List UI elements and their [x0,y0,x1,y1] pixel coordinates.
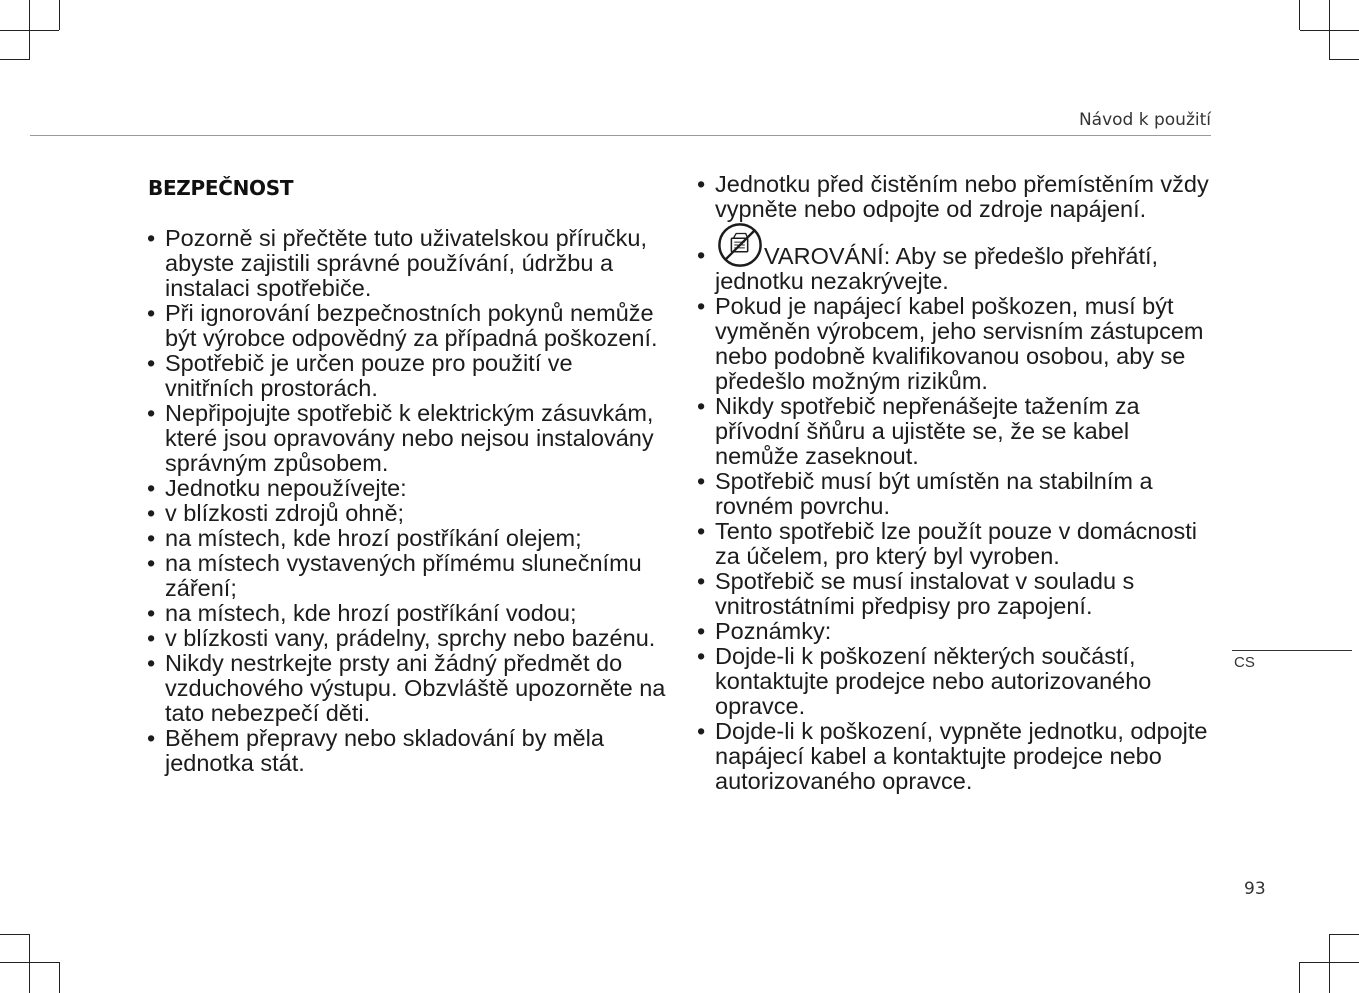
list-item [147,551,667,601]
list-item [147,476,667,501]
crop-mark [1299,962,1300,993]
list-item-text: Tento spotřebič lze použít pouze v domácnosti za účelem, pro který byl vyroben. [715,518,1198,569]
list-item [147,301,667,351]
list-item [697,394,1212,469]
list-item-text: na místech vystavených přímému slunečnímu záření; [165,550,642,601]
list-item-text: Spotřebič se musí instalovat v souladu s vnitrostátními předpisy pro zapojení. [715,568,1135,619]
list-item [697,644,1212,719]
bullet: • [147,225,156,251]
bullet: • [697,518,706,544]
list-item [147,351,667,401]
list-item-text: Poznámky: [715,618,832,644]
list-item [697,172,1212,222]
bullet: • [697,293,706,319]
crop-mark [59,0,60,30]
list-item-text: Dojde-li k poškození některých součástí, kontaktujte prodejce nebo autorizovaného opravce. [715,643,1152,719]
list-item [147,401,667,476]
list-item-text: na místech, kde hrozí postříkání olejem; [165,525,582,551]
list-item [147,651,667,726]
language-label: CS [1234,654,1255,671]
bullet: • [697,568,706,594]
list-item [697,719,1212,794]
bullet: • [147,650,156,676]
list-item [147,501,667,526]
warning-item [697,222,1212,294]
list-item-text: Nepřipojujte spotřebič k elektrickým zásuvkám, které jsou opravovány nebo nejsou instalovány správným způsobem. [165,400,654,476]
language-tab-rule [1232,650,1352,651]
bullet: • [147,300,156,326]
list-item-text: Jednotku před čistěním nebo přemístěním vždy vypněte nebo odpojte od zdroje napájení. [715,171,1209,222]
list-item [147,526,667,551]
bullet: • [697,393,706,419]
list-item [147,601,667,626]
crop-mark [29,0,30,59]
bullet: • [697,242,706,268]
list-item-text: Spotřebič musí být umístěn na stabilním a rovném povrchu. [715,468,1153,519]
list-item [697,569,1212,619]
list-item [697,519,1212,569]
crop-mark [59,962,60,993]
list-item [147,626,667,651]
bullet: • [147,550,156,576]
bullet: • [147,500,156,526]
do-not-cover-icon [717,222,763,268]
crop-mark [1329,934,1359,935]
list-item-text: Jednotku nepoužívejte: [165,475,407,501]
list-item-text: Pokud je napájecí kabel poškozen, musí být vyměněn výrobcem, jeho servisním zástupcem nebo podobně kvalifikovanou osobou, aby se předešlo možným rizikům. [715,293,1204,394]
crop-mark [1299,0,1300,30]
section-heading: BEZPEČNOST [148,176,294,200]
bullet: • [147,525,156,551]
bullet: • [147,625,156,651]
list-item-text: Dojde-li k poškození, vypněte jednotku, odpojte napájecí kabel a kontaktujte prodejce nebo autorizovaného opravce. [715,718,1208,794]
list-item [697,619,1212,644]
bullet: • [147,600,156,626]
crop-mark [1329,59,1359,60]
list-item-text: Pozorně si přečtěte tuto uživatelskou příručku, abyste zajistili správné používání, údržbu a instalaci spotřebiče. [165,225,647,301]
bullet: • [697,468,706,494]
bullet: • [697,618,706,644]
list-item [697,469,1212,519]
page-number: 93 [1244,879,1266,899]
list-item-text: Nikdy spotřebič nepřenášejte tažením za přívodní šňůru a ujistěte se, že se kabel nemůže zaseknout. [715,393,1140,469]
list-item-text: Spotřebič je určen pouze pro použití ve vnitřních prostorách. [165,350,573,401]
list-item-text: na místech, kde hrozí postříkání vodou; [165,600,577,626]
bullet: • [147,475,156,501]
crop-mark [29,934,30,993]
safety-list-left [147,226,667,776]
bullet: • [697,718,706,744]
bullet: • [147,350,156,376]
list-item [147,226,667,301]
list-item [697,294,1212,394]
crop-mark [0,59,30,60]
document-header-title: Návod k použití [1078,110,1211,130]
list-item-text: v blízkosti vany, prádelny, sprchy nebo bazénu. [165,625,656,651]
safety-list-right [697,172,1212,794]
header-divider [30,135,1211,136]
warning-text: VAROVÁNÍ: Aby se předešlo přehřátí, jednotku nezakrývejte. [715,243,1159,294]
list-item-text: Nikdy nestrkejte prsty ani žádný předmět do vzduchového výstupu. Obzvláště upozorněte na tato nebezpečí děti. [165,650,666,726]
bullet: • [147,725,156,751]
list-item-text: Při ignorování bezpečnostních pokynů nemůže být výrobce odpovědný za případná poškození. [165,300,658,351]
bullet: • [147,400,156,426]
list-item [147,726,667,776]
crop-mark [1329,0,1330,59]
list-item-text: v blízkosti zdrojů ohně; [165,500,405,526]
list-item-text: Během přepravy nebo skladování by měla jednotka stát. [165,725,604,776]
bullet: • [697,171,706,197]
bullet: • [697,643,706,669]
crop-mark [1329,934,1330,993]
crop-mark [0,934,30,935]
